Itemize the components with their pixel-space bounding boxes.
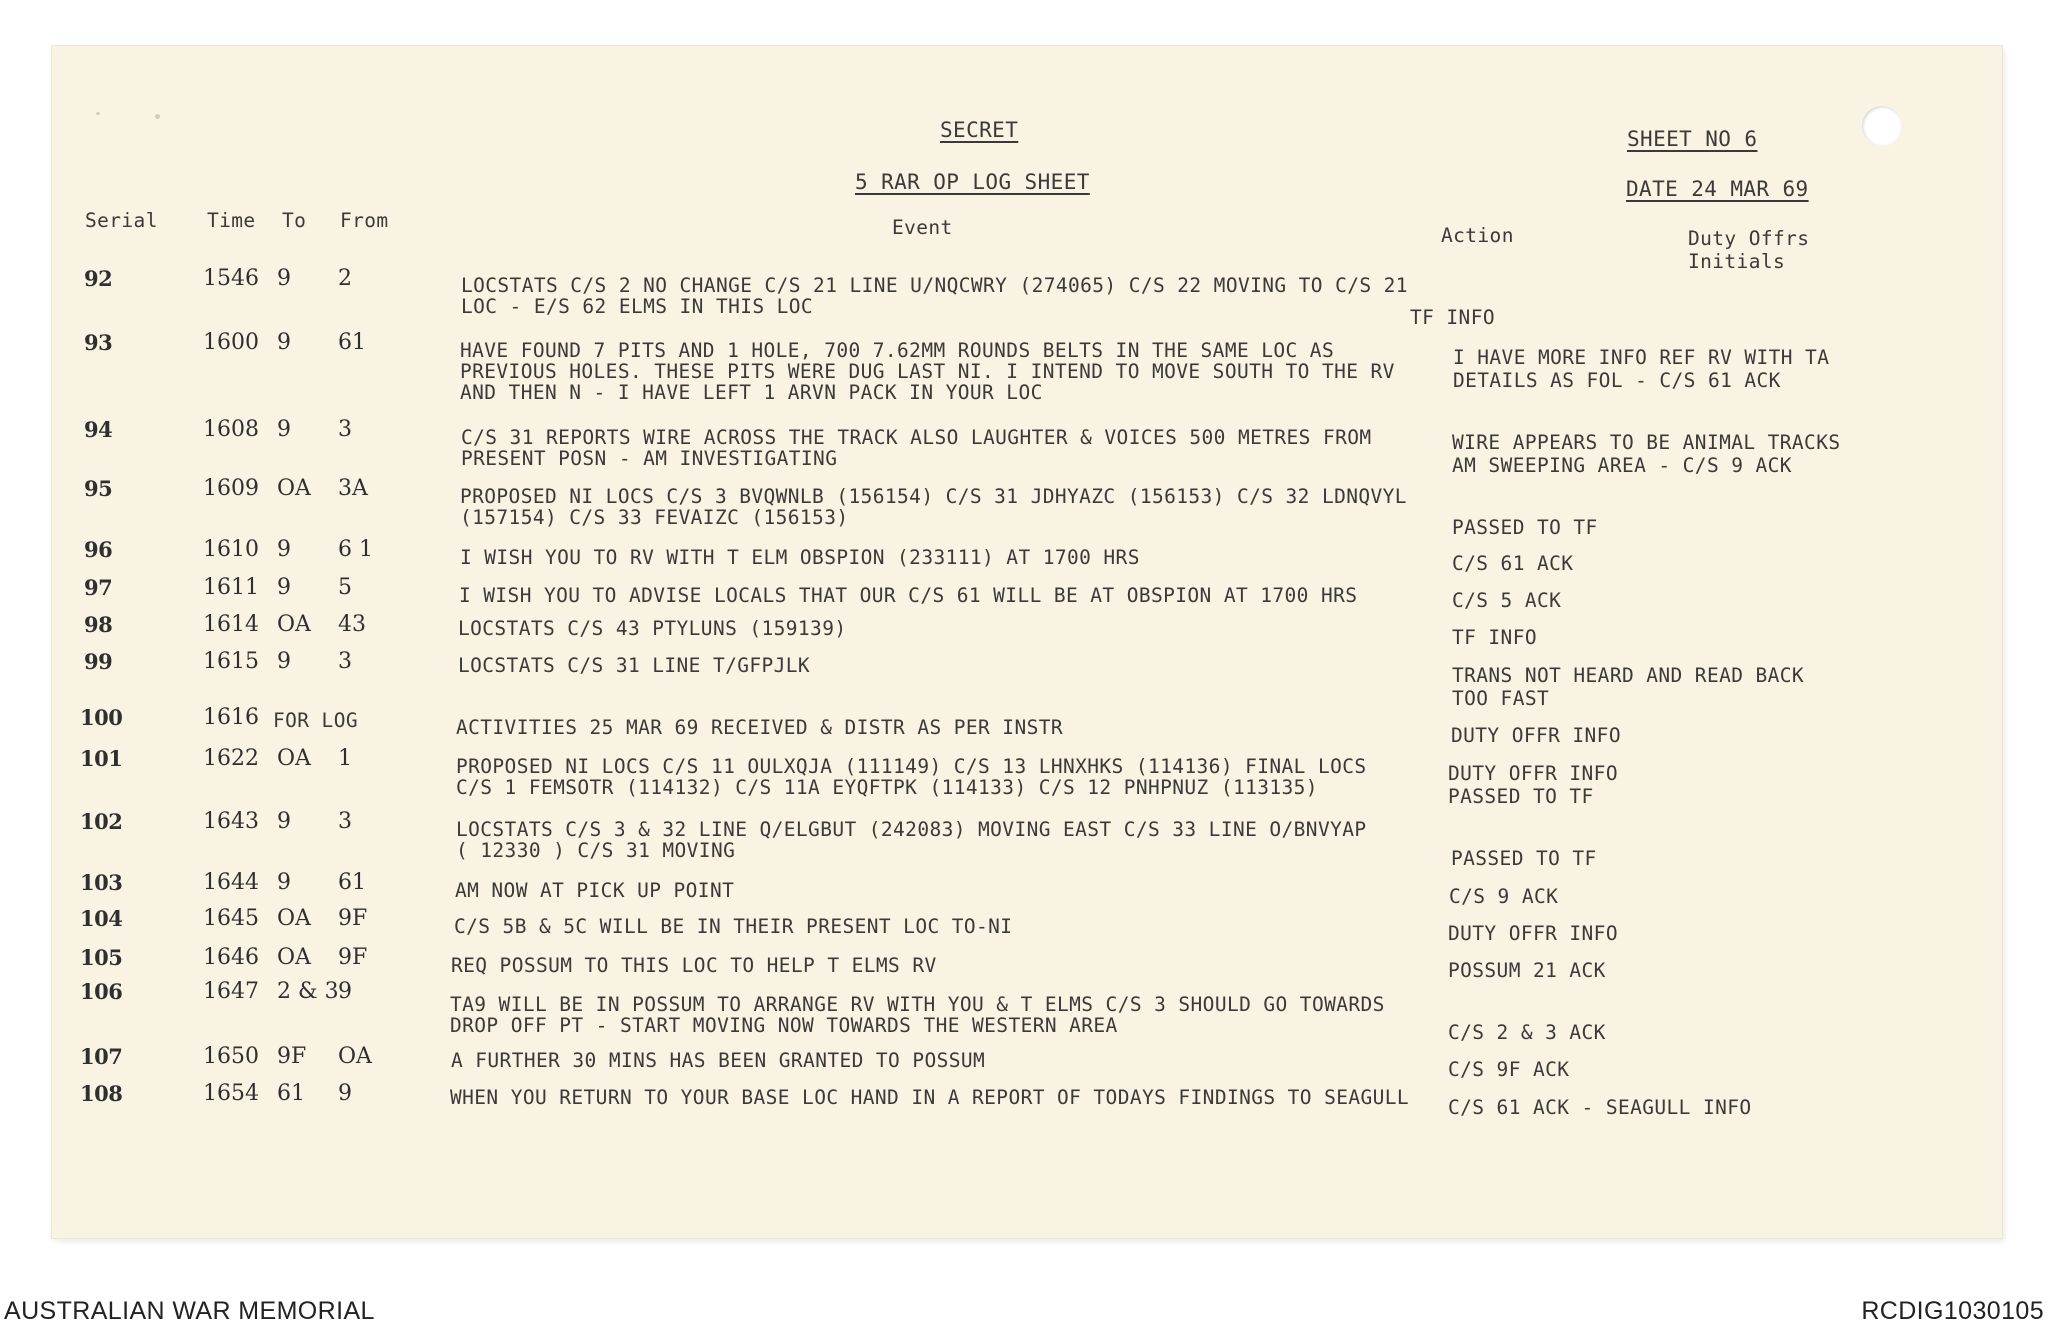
entry-serial: 93 (84, 330, 113, 355)
entry-event-line: I WISH YOU TO RV WITH T ELM OBSPION (233111) AT 1700 HRS (460, 546, 1140, 569)
entry-from: 9F (338, 906, 368, 931)
entry-time: 1647 (203, 979, 259, 1004)
sheet-date: DATE 24 MAR 69 (1626, 177, 1809, 201)
entry-to: 9 (277, 330, 291, 355)
entry-serial: 99 (84, 649, 113, 674)
entry-to: 9 (277, 266, 291, 291)
entry-from: 9 (338, 1081, 352, 1106)
punch-hole (1862, 106, 1902, 146)
entry-event-line: PROPOSED NI LOCS C/S 11 OULXQJA (111149) C/S 13 LHNXHKS (114136) FINAL LOCS (456, 755, 1367, 778)
entry-from: OA (338, 1044, 372, 1069)
entry-to: 9F (277, 1044, 307, 1069)
entry-time: 1616 (203, 705, 259, 730)
entry-from: 3A (338, 476, 368, 501)
entry-event-line: AM NOW AT PICK UP POINT (455, 879, 735, 902)
entry-from: 3 (338, 649, 352, 674)
entry-serial: 98 (84, 612, 113, 637)
entry-time: 1643 (203, 809, 259, 834)
entry-event (451, 955, 937, 976)
entry-action (1452, 516, 1598, 539)
entry-time: 1650 (203, 1044, 259, 1069)
entry-action-line: WIRE APPEARS TO BE ANIMAL TRACKS (1452, 431, 1841, 454)
entry-action (1448, 1058, 1569, 1081)
entry-action (1448, 1021, 1606, 1044)
entry-action (1451, 847, 1597, 870)
entry-serial: 106 (80, 979, 123, 1004)
entry-time: 1622 (203, 746, 259, 771)
entry-action-line: C/S 61 ACK - SEAGULL INFO (1448, 1096, 1752, 1119)
entry-serial: 96 (84, 537, 113, 562)
entry-event-line: LOCSTATS C/S 43 PTYLUNS (159139) (458, 617, 847, 640)
entry-action (1448, 1096, 1752, 1119)
entry-action-line: DETAILS AS FOL - C/S 61 ACK (1453, 369, 1781, 392)
entry-action-line: AM SWEEPING AREA - C/S 9 ACK (1452, 454, 1792, 477)
entry-action-line: TRANS NOT HEARD AND READ BACK (1452, 664, 1805, 687)
entry-from: 9F (338, 945, 368, 970)
sheet-number: SHEET NO 6 (1627, 127, 1758, 151)
entry-action (1448, 762, 1618, 808)
entry-action-line: C/S 5 ACK (1452, 589, 1562, 612)
entry-serial: 103 (80, 870, 123, 895)
entry-to: FOR LOG (273, 709, 358, 732)
entry-event-line: ACTIVITIES 25 MAR 69 RECEIVED & DISTR AS PER INSTR (456, 716, 1063, 739)
entry-to: 9 (277, 575, 291, 600)
entry-time: 1608 (203, 417, 259, 442)
entry-from: 1 (338, 746, 352, 771)
entry-event-line: I WISH YOU TO ADVISE LOCALS THAT OUR C/S 61 WILL BE AT OBSPION AT 1700 HRS (459, 584, 1358, 607)
entry-event (458, 655, 810, 676)
entry-event-line: LOC - E/S 62 ELMS IN THIS LOC (461, 295, 814, 318)
entry-to: 9 (277, 537, 291, 562)
entry-time: 1600 (203, 330, 259, 355)
entry-action (1448, 922, 1618, 945)
entry-action (1453, 346, 1829, 392)
entry-to: 9 (277, 649, 291, 674)
entry-to: OA (277, 612, 311, 637)
column-header-serial: Serial (85, 209, 158, 232)
entry-event-line: LOCSTATS C/S 2 NO CHANGE C/S 21 LINE U/NQCWRY (274065) C/S 22 MOVING TO C/S 21 (461, 274, 1408, 297)
entry-action-line: DUTY OFFR INFO (1448, 922, 1618, 945)
entry-event-line: AND THEN N - I HAVE LEFT 1 ARVN PACK IN YOUR LOC (460, 381, 1043, 404)
entry-event (461, 427, 1372, 469)
column-header-initials-line2: Initials (1688, 250, 1786, 273)
entry-from: 9 (338, 979, 352, 1004)
entry-action-line: DUTY OFFR INFO (1448, 762, 1618, 785)
entry-event (455, 880, 734, 901)
entry-action-line: C/S 61 ACK (1452, 552, 1574, 575)
entry-to: 61 (277, 1081, 305, 1106)
entry-event-line: ( 12330 ) C/S 31 MOVING (456, 839, 736, 862)
entry-action-line: C/S 2 & 3 ACK (1448, 1021, 1606, 1044)
entry-to: OA (277, 945, 311, 970)
entry-serial: 104 (80, 906, 123, 931)
classification-heading: SECRET (940, 118, 1019, 142)
entry-serial: 100 (80, 705, 123, 730)
entry-from: 43 (338, 612, 366, 637)
entry-time: 1610 (203, 537, 259, 562)
entry-action (1449, 885, 1558, 908)
entry-serial: 92 (84, 266, 113, 291)
column-header-event: Event (892, 216, 953, 239)
entry-to: OA (277, 906, 311, 931)
sheet-title: 5 RAR OP LOG SHEET (855, 170, 1090, 194)
entry-action (1452, 664, 1804, 710)
entry-event (460, 547, 1140, 568)
entry-time: 1645 (203, 906, 259, 931)
paper-speck (155, 114, 160, 119)
entry-serial: 102 (80, 809, 123, 834)
entry-action-line: C/S 9 ACK (1449, 885, 1559, 908)
entry-from: 6 1 (338, 537, 373, 562)
entry-time: 1646 (203, 945, 259, 970)
column-header-from: From (340, 209, 389, 232)
entry-event-line: REQ POSSUM TO THIS LOC TO HELP T ELMS RV (451, 954, 937, 977)
entry-to: 9 (277, 870, 291, 895)
column-header-initials-line1: Duty Offrs (1688, 227, 1810, 250)
entry-action-line: PASSED TO TF (1448, 785, 1594, 808)
entry-to: 9 (277, 809, 291, 834)
entry-event-line: DROP OFF PT - START MOVING NOW TOWARDS THE WESTERN AREA (450, 1014, 1118, 1037)
entry-time: 1644 (203, 870, 259, 895)
entry-to: 9 (277, 417, 291, 442)
entry-serial: 108 (80, 1081, 123, 1106)
entry-from: 5 (338, 575, 352, 600)
entry-serial: 107 (80, 1044, 123, 1069)
entry-serial: 105 (80, 945, 123, 970)
entry-action (1410, 306, 1495, 329)
entry-from: 3 (338, 809, 352, 834)
entry-action-line: POSSUM 21 ACK (1448, 959, 1606, 982)
entry-time: 1615 (203, 649, 259, 674)
entry-event (450, 994, 1385, 1036)
entry-event (459, 585, 1357, 606)
entry-event-line: C/S 31 REPORTS WIRE ACROSS THE TRACK ALSO LAUGHTER & VOICES 500 METRES FROM (461, 426, 1372, 449)
entry-event (456, 819, 1367, 861)
entry-serial: 94 (84, 417, 113, 442)
entry-event (451, 1050, 985, 1071)
entry-event-line: (157154) C/S 33 FEVAIZC (156153) (460, 506, 849, 529)
footer-source-label: AUSTRALIAN WAR MEMORIAL (4, 1297, 375, 1325)
entry-action-line: C/S 9F ACK (1448, 1058, 1570, 1081)
entry-from: 61 (338, 330, 366, 355)
column-header-to: To (282, 209, 307, 232)
entry-serial: 97 (84, 575, 113, 600)
entry-event (458, 618, 846, 639)
entry-action-line: PASSED TO TF (1452, 516, 1598, 539)
entry-action-line: I HAVE MORE INFO REF RV WITH TA (1453, 346, 1830, 369)
entry-action (1452, 626, 1537, 649)
entry-event (454, 916, 1012, 937)
entry-action-line: DUTY OFFR INFO (1451, 724, 1621, 747)
entry-time: 1611 (203, 575, 259, 600)
entry-event-line: C/S 1 FEMSOTR (114132) C/S 11A EYQFTPK (114133) C/S 12 PNHPNUZ (113135) (456, 776, 1318, 799)
entry-event (456, 717, 1063, 738)
entry-action-line: TF INFO (1452, 626, 1537, 649)
entry-action (1448, 959, 1606, 982)
entry-action (1451, 724, 1621, 747)
entry-event-line: PROPOSED NI LOCS C/S 3 BVQWNLB (156154) C/S 31 JDHYAZC (156153) C/S 32 LDNQVYL (460, 485, 1407, 508)
paper-speck (96, 112, 100, 115)
entry-to: 2 & 3 (277, 979, 339, 1004)
entry-to: OA (277, 746, 311, 771)
entry-event-line: PRESENT POSN - AM INVESTIGATING (461, 447, 838, 470)
entry-serial: 101 (80, 746, 123, 771)
entry-event (456, 756, 1367, 798)
entry-event-line: C/S 5B & 5C WILL BE IN THEIR PRESENT LOC TO-NI (454, 915, 1013, 938)
column-header-action: Action (1441, 224, 1514, 247)
entry-time: 1546 (203, 266, 259, 291)
entry-time: 1609 (203, 476, 259, 501)
entry-action (1452, 589, 1561, 612)
entry-event-line: TA9 WILL BE IN POSSUM TO ARRANGE RV WITH YOU & T ELMS C/S 3 SHOULD GO TOWARDS (450, 993, 1385, 1016)
entry-event (461, 275, 1408, 317)
entry-from: 2 (338, 266, 352, 291)
entry-event-line: HAVE FOUND 7 PITS AND 1 HOLE, 700 7.62MM ROUNDS BELTS IN THE SAME LOC AS (460, 339, 1335, 362)
entry-event-line: LOCSTATS C/S 3 & 32 LINE Q/ELGBUT (242083) MOVING EAST C/S 33 LINE O/BNVYAP (456, 818, 1367, 841)
entry-event (460, 340, 1395, 403)
entry-from: 3 (338, 417, 352, 442)
footer-record-id: RCDIG1030105 (1861, 1297, 2044, 1325)
entry-event (460, 486, 1407, 528)
entry-action (1452, 431, 1840, 477)
column-header-time: Time (207, 209, 256, 232)
entry-event-line: PREVIOUS HOLES. THESE PITS WERE DUG LAST NI. I INTEND TO MOVE SOUTH TO THE RV (460, 360, 1395, 383)
entry-time: 1614 (203, 612, 259, 637)
entry-from: 61 (338, 870, 366, 895)
entry-serial: 95 (84, 476, 113, 501)
entry-action-line: PASSED TO TF (1451, 847, 1597, 870)
entry-action (1452, 552, 1573, 575)
entry-action-line: TF INFO (1410, 306, 1495, 329)
entry-action-line: TOO FAST (1452, 687, 1550, 710)
entry-event-line: A FURTHER 30 MINS HAS BEEN GRANTED TO POSSUM (451, 1049, 986, 1072)
entry-time: 1654 (203, 1081, 259, 1106)
entry-event (450, 1087, 1409, 1108)
entry-event-line: LOCSTATS C/S 31 LINE T/GFPJLK (458, 654, 811, 677)
entry-to: OA (277, 476, 311, 501)
entry-event-line: WHEN YOU RETURN TO YOUR BASE LOC HAND IN A REPORT OF TODAYS FINDINGS TO SEAGULL (450, 1086, 1410, 1109)
